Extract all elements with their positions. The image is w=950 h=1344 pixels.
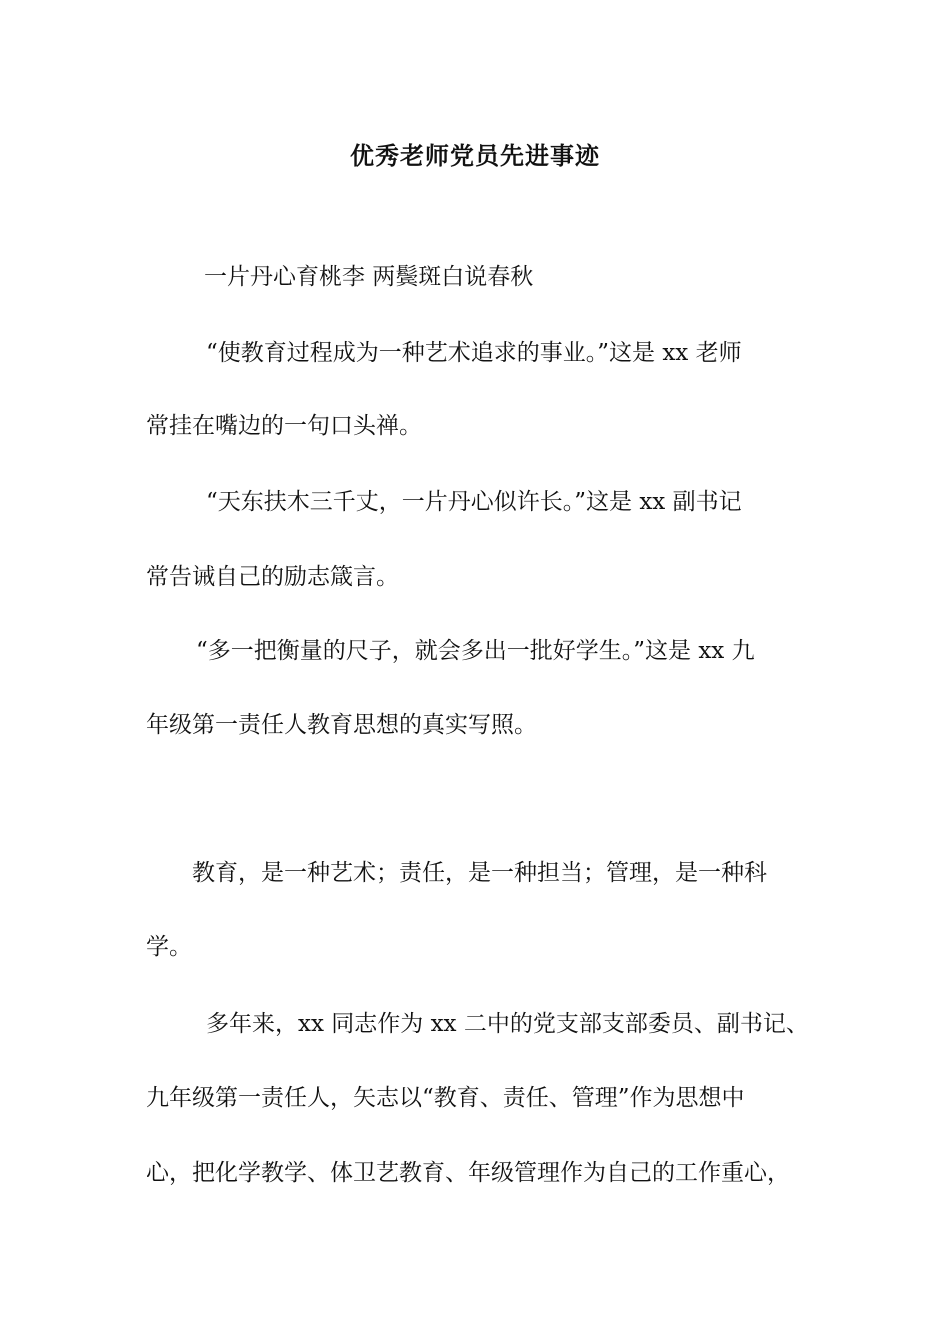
- quote2-line2: 常告诫自己的励志箴言。: [146, 564, 399, 590]
- para1-line2: 学。: [146, 934, 192, 960]
- quote2-line1: “天东扶木三千丈，一片丹心似许长。”这是 xx 副书记: [206, 489, 742, 515]
- document-title: 优秀老师党员先进事迹: [350, 141, 600, 170]
- subtitle-line: 一片丹心育桃李 两鬓斑白说春秋: [204, 264, 534, 290]
- quote1-line1: “使教育过程成为一种艺术追求的事业。”这是 xx 老师: [206, 340, 742, 366]
- para2-line1: 多年来，xx 同志作为 xx 二中的党支部支部委员、副书记、: [206, 1011, 809, 1037]
- quote1-line2: 常挂在嘴边的一句口头禅。: [146, 413, 422, 439]
- para1-line1: 教育，是一种艺术；责任，是一种担当；管理，是一种科: [192, 860, 767, 886]
- para2-line3: 心，把化学教学、体卫艺教育、年级管理作为自己的工作重心，: [146, 1160, 790, 1186]
- para2-line2: 九年级第一责任人，矢志以“教育、责任、管理”作为思想中: [146, 1085, 745, 1111]
- quote3-line1: “多一把衡量的尺子，就会多出一批好学生。”这是 xx 九: [196, 638, 755, 664]
- quote3-line2: 年级第一责任人教育思想的真实写照。: [146, 712, 537, 738]
